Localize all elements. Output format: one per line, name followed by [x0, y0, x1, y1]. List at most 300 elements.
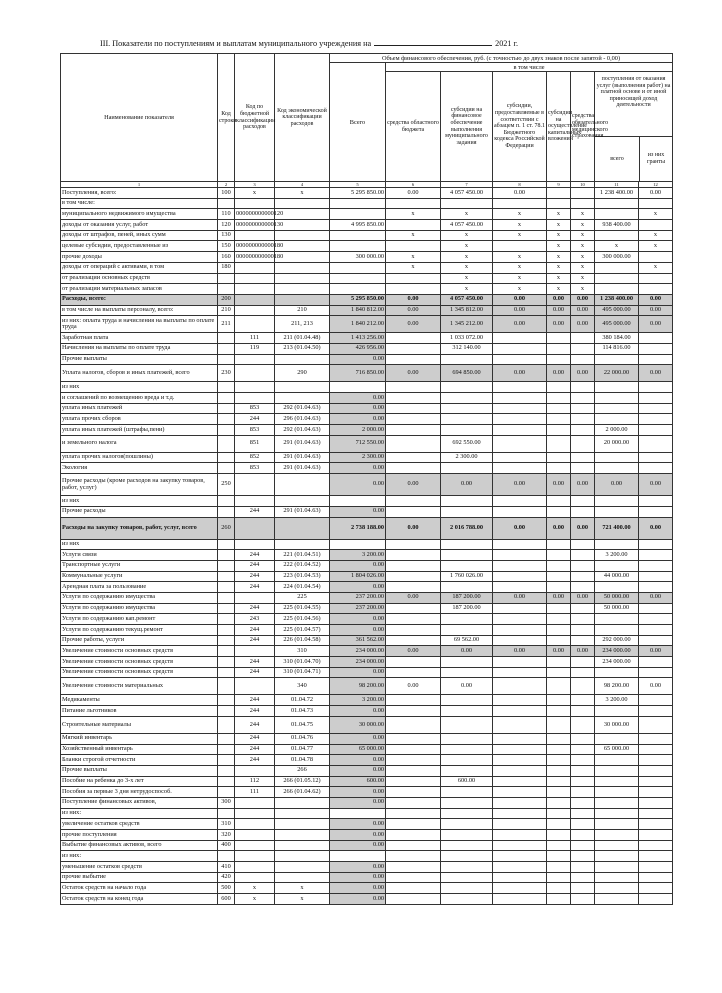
cell-econ-code	[275, 262, 330, 273]
cell-c9-value	[547, 797, 571, 808]
cell-row-code	[218, 695, 235, 706]
cell-row-code: 420	[218, 872, 235, 883]
cell-row-code: 250	[218, 474, 235, 496]
cell-c7-value: x	[441, 252, 493, 263]
cell-name: Прочие выплаты	[61, 354, 218, 365]
cell-c8-value: x	[493, 230, 547, 241]
cell-c6-value	[386, 883, 441, 894]
cell-c9-value	[547, 744, 571, 755]
cell-name: прочие поступления	[61, 830, 218, 841]
cell-c6-value	[386, 284, 441, 295]
cell-c6-value	[386, 539, 441, 550]
cell-c6-value	[386, 241, 441, 252]
cell-c9-value	[547, 403, 571, 414]
cell-total-value: 0.00	[330, 667, 386, 678]
cell-c8-value	[493, 755, 547, 766]
cell-econ-code	[275, 354, 330, 365]
cell-econ-code	[275, 198, 330, 209]
table-row	[61, 262, 673, 273]
cell-row-code	[218, 733, 235, 744]
table-row	[61, 273, 673, 284]
cell-econ-code: 296 (01.04.63)	[275, 414, 330, 425]
table-row	[61, 744, 673, 755]
cell-econ-code	[275, 808, 330, 819]
cell-c6-value	[386, 382, 441, 393]
cell-c12-value	[639, 582, 673, 593]
cell-c10-value	[571, 840, 595, 851]
cell-budget-code: 851	[235, 435, 275, 452]
cell-total-value: 1 840 812.00	[330, 305, 386, 316]
cell-econ-code: 310	[275, 646, 330, 657]
cell-c10-value	[571, 830, 595, 841]
cell-c9-value	[547, 706, 571, 717]
cell-c9-value	[547, 776, 571, 787]
section-title	[100, 37, 660, 48]
cell-name: Бланки строгой отчетности	[61, 755, 218, 766]
cell-c7-value: x	[441, 230, 493, 241]
cell-c10-value	[571, 333, 595, 344]
cell-total-value	[330, 496, 386, 507]
cell-c10-value	[571, 716, 595, 733]
table-row	[61, 539, 673, 550]
cell-c8-value	[493, 819, 547, 830]
cell-c10-value	[571, 435, 595, 452]
cell-name: в том числе на выплаты персоналу, всего:	[61, 305, 218, 316]
cell-econ-code	[275, 273, 330, 284]
cell-row-code: 100	[218, 188, 235, 199]
cell-row-code	[218, 435, 235, 452]
header-code: Код строки	[218, 54, 235, 182]
cell-budget-code: x	[235, 894, 275, 905]
cell-name: в том числе:	[61, 198, 218, 209]
cell-c10-value	[571, 393, 595, 404]
cell-econ-code: 340	[275, 678, 330, 695]
col-num: 4	[275, 182, 330, 188]
cell-budget-code	[235, 354, 275, 365]
cell-c10-value	[571, 414, 595, 425]
cell-name: от реализации материальных запасов	[61, 284, 218, 295]
cell-c11-value: 300 000.00	[595, 252, 639, 263]
cell-c10-value	[571, 894, 595, 905]
table-row	[61, 403, 673, 414]
cell-total-value: 0.00	[330, 560, 386, 571]
cell-c6-value: 0.00	[386, 305, 441, 316]
cell-c12-value	[639, 550, 673, 561]
cell-row-code: 211	[218, 316, 235, 333]
cell-c10-value	[571, 506, 595, 517]
table-row	[61, 220, 673, 231]
cell-c8-value	[493, 883, 547, 894]
cell-c7-value	[441, 393, 493, 404]
cell-c10-value	[571, 787, 595, 798]
cell-c8-value	[493, 787, 547, 798]
cell-econ-code: 225 (01.04.57)	[275, 625, 330, 636]
table-row	[61, 872, 673, 883]
cell-econ-code: 221 (01.04.51)	[275, 550, 330, 561]
cell-c7-value	[441, 808, 493, 819]
cell-name: из них	[61, 539, 218, 550]
cell-budget-code: 244	[235, 635, 275, 646]
cell-row-code: 130	[218, 230, 235, 241]
cell-total-value: 0.00	[330, 354, 386, 365]
table-row	[61, 625, 673, 636]
cell-name: доходы от штрафов, пеней, иных сумм	[61, 230, 218, 241]
cell-name: прочие выбытие	[61, 872, 218, 883]
cell-econ-code: 310 (01.04.70)	[275, 657, 330, 668]
cell-name: из них	[61, 382, 218, 393]
cell-c8-value: 0.00	[493, 517, 547, 539]
cell-econ-code: 223 (01.04.53)	[275, 571, 330, 582]
cell-c10-value	[571, 582, 595, 593]
cell-econ-code: 01.04.75	[275, 716, 330, 733]
cell-c10-value	[571, 872, 595, 883]
cell-c12-value: 0.00	[639, 316, 673, 333]
col-num: 1	[61, 182, 218, 188]
table-row	[61, 435, 673, 452]
cell-c12-value	[639, 614, 673, 625]
cell-econ-code: 226 (01.04.58)	[275, 635, 330, 646]
cell-name: Услуги по содержанию кап.ремонт	[61, 614, 218, 625]
cell-c7-value	[441, 354, 493, 365]
cell-c11-value: 65 000.00	[595, 744, 639, 755]
cell-c8-value: x	[493, 273, 547, 284]
cell-row-code	[218, 343, 235, 354]
cell-c7-value: 1 345 812.00	[441, 305, 493, 316]
cell-name: Заработная плата	[61, 333, 218, 344]
cell-c12-value	[639, 883, 673, 894]
cell-row-code	[218, 560, 235, 571]
cell-c8-value: x	[493, 252, 547, 263]
cell-c11-value	[595, 706, 639, 717]
cell-econ-code	[275, 474, 330, 496]
table-row	[61, 635, 673, 646]
cell-econ-code: 210	[275, 305, 330, 316]
cell-c9-value: 0.00	[547, 592, 571, 603]
cell-c9-value	[547, 550, 571, 561]
cell-row-code	[218, 393, 235, 404]
header-name: Наименование показателя	[61, 54, 218, 182]
cell-c9-value: x	[547, 230, 571, 241]
cell-budget-code	[235, 765, 275, 776]
cell-c10-value	[571, 667, 595, 678]
cell-c11-value	[595, 262, 639, 273]
cell-c12-value	[639, 851, 673, 862]
table-row	[61, 496, 673, 507]
cell-c7-value: x	[441, 209, 493, 220]
cell-c12-value	[639, 382, 673, 393]
cell-c10-value	[571, 657, 595, 668]
cell-c9-value	[547, 560, 571, 571]
cell-c12-value	[639, 435, 673, 452]
cell-c9-value	[547, 452, 571, 463]
cell-total-value: 0.00	[330, 797, 386, 808]
cell-c9-value: 0.00	[547, 646, 571, 657]
header-c8: субсидии, предоставляемые в соответствии с абзацем п. 1 ст. 78.1 Бюджетного кодекса Российской Федерации	[493, 72, 547, 182]
cell-c6-value	[386, 625, 441, 636]
cell-c6-value	[386, 733, 441, 744]
cell-c11-value: 50 000.00	[595, 603, 639, 614]
cell-total-value: 0.00	[330, 474, 386, 496]
cell-budget-code	[235, 517, 275, 539]
cell-total-value	[330, 808, 386, 819]
cell-budget-code	[235, 262, 275, 273]
cell-budget-code: 243	[235, 614, 275, 625]
cell-c8-value	[493, 614, 547, 625]
cell-c11-value	[595, 733, 639, 744]
cell-c12-value: 0.00	[639, 592, 673, 603]
cell-c11-value	[595, 506, 639, 517]
cell-c6-value	[386, 403, 441, 414]
cell-total-value: 5 295 850.00	[330, 188, 386, 199]
cell-c6-value	[386, 354, 441, 365]
cell-c6-value	[386, 716, 441, 733]
cell-c11-value	[595, 808, 639, 819]
cell-row-code	[218, 414, 235, 425]
header-c11-12: поступления от оказания услуг (выполнения работ) на платной основе и от иной приносящей доход деятельности	[595, 72, 672, 137]
header-c11: всего	[595, 137, 640, 181]
cell-c10-value	[571, 382, 595, 393]
cell-row-code	[218, 571, 235, 582]
cell-c9-value: 0.00	[547, 316, 571, 333]
cell-econ-code: 291 (01.04.63)	[275, 506, 330, 517]
table-row	[61, 851, 673, 862]
table-row	[61, 819, 673, 830]
table-body	[61, 188, 673, 905]
cell-c11-value: 30 000.00	[595, 716, 639, 733]
table-row	[61, 209, 673, 220]
cell-c11-value	[595, 496, 639, 507]
cell-econ-code	[275, 851, 330, 862]
cell-c10-value	[571, 614, 595, 625]
cell-c10-value	[571, 452, 595, 463]
cell-total-value: 361 562.00	[330, 635, 386, 646]
cell-c11-value	[595, 872, 639, 883]
cell-c12-value	[639, 657, 673, 668]
cell-c7-value	[441, 496, 493, 507]
cell-budget-code	[235, 592, 275, 603]
cell-econ-code: 266 (01.05.12)	[275, 776, 330, 787]
cell-total-value: 300 000.00	[330, 252, 386, 263]
cell-c9-value	[547, 198, 571, 209]
cell-budget-code	[235, 393, 275, 404]
cell-c8-value	[493, 695, 547, 706]
cell-c6-value	[386, 862, 441, 873]
table-row	[61, 252, 673, 263]
table-row	[61, 343, 673, 354]
table-row	[61, 706, 673, 717]
cell-row-code: 150	[218, 241, 235, 252]
cell-name: Поступление финансовых активов,	[61, 797, 218, 808]
cell-c10-value	[571, 354, 595, 365]
cell-budget-code	[235, 496, 275, 507]
period-blank-line	[374, 37, 492, 46]
cell-total-value: 98 200.00	[330, 678, 386, 695]
cell-c8-value	[493, 241, 547, 252]
cell-c11-value	[595, 894, 639, 905]
cell-econ-code: 291 (01.04.63)	[275, 452, 330, 463]
cell-econ-code: 291 (01.04.63)	[275, 463, 330, 474]
cell-name: Начисления на выплаты по оплате труда	[61, 343, 218, 354]
cell-c11-value: 98 200.00	[595, 678, 639, 695]
cell-total-value: 1 804 026.00	[330, 571, 386, 582]
cell-c11-value	[595, 539, 639, 550]
cell-c11-value	[595, 755, 639, 766]
cell-c11-value	[595, 284, 639, 295]
cell-name: уплата иных платежей	[61, 403, 218, 414]
cell-row-code	[218, 625, 235, 636]
table-row	[61, 198, 673, 209]
cell-total-value	[330, 241, 386, 252]
cell-name: Выбытие финансовых активов, всего	[61, 840, 218, 851]
cell-c6-value	[386, 635, 441, 646]
cell-econ-code: 266 (01.04.62)	[275, 787, 330, 798]
cell-row-code	[218, 425, 235, 436]
table-row	[61, 393, 673, 404]
cell-c6-value	[386, 560, 441, 571]
table-row	[61, 614, 673, 625]
cell-c10-value: x	[571, 273, 595, 284]
cell-c6-value	[386, 706, 441, 717]
cell-c10-value	[571, 862, 595, 873]
cell-total-value: 2 300.00	[330, 452, 386, 463]
cell-c10-value	[571, 678, 595, 695]
cell-total-value	[330, 284, 386, 295]
cell-budget-code	[235, 316, 275, 333]
cell-c7-value	[441, 862, 493, 873]
cell-c9-value	[547, 496, 571, 507]
cell-c12-value: x	[639, 262, 673, 273]
cell-name: Остаток средств на конец года	[61, 894, 218, 905]
table-row	[61, 425, 673, 436]
cell-name: уплата иных платежей (штрафы,пени)	[61, 425, 218, 436]
col-num: 11	[595, 182, 639, 188]
cell-row-code	[218, 463, 235, 474]
cell-c7-value	[441, 765, 493, 776]
cell-c7-value	[441, 550, 493, 561]
cell-econ-code: 266	[275, 765, 330, 776]
cell-c6-value	[386, 550, 441, 561]
cell-c8-value	[493, 333, 547, 344]
cell-c7-value: x	[441, 284, 493, 295]
cell-c12-value	[639, 635, 673, 646]
cell-c9-value: x	[547, 220, 571, 231]
table-row	[61, 883, 673, 894]
cell-c11-value	[595, 840, 639, 851]
cell-c10-value	[571, 539, 595, 550]
cell-c7-value: 0.00	[441, 646, 493, 657]
cell-c10-value: 0.00	[571, 474, 595, 496]
cell-c7-value	[441, 425, 493, 436]
cell-c11-value: 234 000.00	[595, 657, 639, 668]
cell-c9-value	[547, 625, 571, 636]
cell-c9-value	[547, 862, 571, 873]
cell-econ-code	[275, 830, 330, 841]
cell-budget-code	[235, 198, 275, 209]
cell-econ-code: 225 (01.04.55)	[275, 603, 330, 614]
header-c6: средства областного бюджета	[386, 72, 441, 182]
cell-c11-value	[595, 403, 639, 414]
cell-c9-value	[547, 435, 571, 452]
cell-row-code	[218, 582, 235, 593]
cell-c6-value	[386, 496, 441, 507]
table-row	[61, 797, 673, 808]
cell-row-code	[218, 403, 235, 414]
cell-row-code	[218, 776, 235, 787]
cell-econ-code	[275, 393, 330, 404]
cell-c11-value	[595, 862, 639, 873]
cell-c8-value: x	[493, 220, 547, 231]
table-row	[61, 571, 673, 582]
cell-name: и соглашений по возмещению вреда и т.д.	[61, 393, 218, 404]
cell-name: Услуги по содержанию имущества	[61, 592, 218, 603]
cell-c12-value	[639, 706, 673, 717]
cell-total-value	[330, 198, 386, 209]
cell-row-code	[218, 646, 235, 657]
cell-c12-value	[639, 787, 673, 798]
cell-budget-code: 244	[235, 582, 275, 593]
cell-budget-code: x	[235, 883, 275, 894]
cell-c10-value	[571, 550, 595, 561]
cell-c12-value	[639, 862, 673, 873]
cell-econ-code: 292 (01.04.63)	[275, 425, 330, 436]
cell-c8-value	[493, 425, 547, 436]
cell-c12-value: 0.00	[639, 294, 673, 305]
cell-c12-value	[639, 273, 673, 284]
cell-c11-value	[595, 198, 639, 209]
cell-budget-code: 244	[235, 550, 275, 561]
cell-c11-value	[595, 393, 639, 404]
cell-name: доходы от операций с активами, в том	[61, 262, 218, 273]
cell-c12-value	[639, 252, 673, 263]
cell-c12-value	[639, 506, 673, 517]
cell-c9-value	[547, 808, 571, 819]
cell-c6-value	[386, 435, 441, 452]
cell-c10-value	[571, 343, 595, 354]
cell-row-code	[218, 273, 235, 284]
cell-budget-code: 244	[235, 625, 275, 636]
cell-total-value: 0.00	[330, 755, 386, 766]
cell-total-value	[330, 382, 386, 393]
cell-total-value	[330, 851, 386, 862]
cell-c12-value	[639, 797, 673, 808]
cell-c7-value	[441, 883, 493, 894]
cell-name: Увеличение стоимости основных средств	[61, 657, 218, 668]
cell-name: Арендная плата за пользование	[61, 582, 218, 593]
cell-econ-code: 01.04.72	[275, 695, 330, 706]
cell-name: из них: оплата труда и начисления на выплаты по оплате труда	[61, 316, 218, 333]
cell-c8-value	[493, 716, 547, 733]
cell-c8-value	[493, 550, 547, 561]
cell-c7-value	[441, 830, 493, 841]
cell-econ-code	[275, 284, 330, 295]
cell-c9-value	[547, 716, 571, 733]
cell-c12-value	[639, 393, 673, 404]
cell-budget-code	[235, 365, 275, 382]
cell-c9-value: 0.00	[547, 305, 571, 316]
cell-budget-code: 111	[235, 333, 275, 344]
cell-c12-value: 0.00	[639, 678, 673, 695]
cell-budget-code: 244	[235, 560, 275, 571]
cell-c12-value	[639, 603, 673, 614]
cell-c8-value	[493, 560, 547, 571]
cell-name: из них	[61, 496, 218, 507]
cell-c6-value: x	[386, 209, 441, 220]
cell-name: Услуги по содержанию текущ.ремонт	[61, 625, 218, 636]
cell-c12-value	[639, 872, 673, 883]
cell-row-code	[218, 550, 235, 561]
cell-c8-value	[493, 382, 547, 393]
cell-name: уплата прочих сборов	[61, 414, 218, 425]
